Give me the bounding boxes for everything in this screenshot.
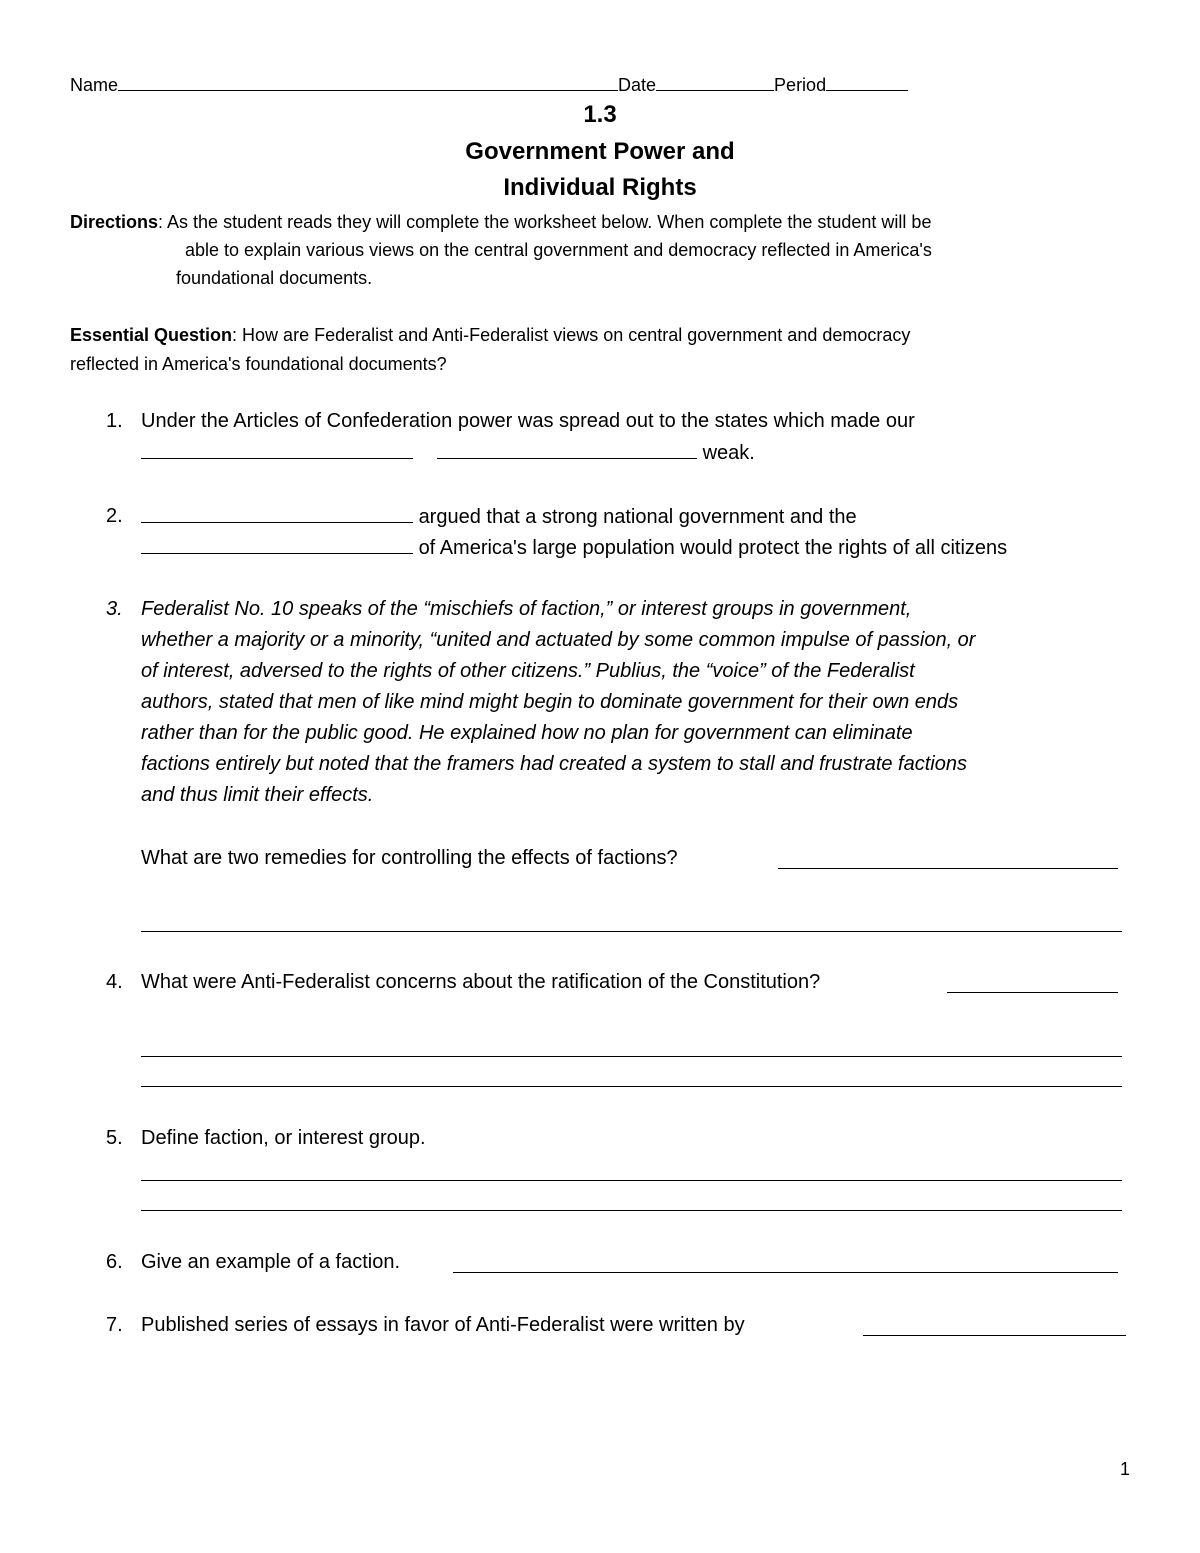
name-label: Name — [70, 75, 119, 95]
directions-line1 — [70, 210, 931, 234]
q1-text: Under the Articles of Confederation power was spread out to the states which made our — [141, 410, 915, 432]
q4-answer-blank-3[interactable] — [141, 1086, 1122, 1087]
q5-number: 5. — [106, 1127, 123, 1149]
q4-answer-blank-1[interactable] — [947, 992, 1118, 993]
essential-question-line1 — [70, 323, 910, 347]
q4-prompt: What were Anti-Federalist concerns about the ratification of the Constitution? — [141, 971, 821, 993]
directions-line3: foundational documents. — [176, 268, 373, 288]
q3-answer-blank-2[interactable] — [141, 931, 1122, 932]
q5-answer-blank-1[interactable] — [141, 1180, 1122, 1181]
q3-passage-line: factions entirely but noted that the framers had created a system to stall and frustrate factions — [141, 753, 967, 775]
directions-line2: able to explain various views on the central government and democracy reflected in America's — [185, 240, 932, 260]
q2-number: 2. — [106, 505, 123, 527]
q2-blank-1[interactable] — [141, 504, 413, 523]
essential-question-line2: reflected in America's foundational documents? — [70, 354, 447, 374]
q3-prompt: What are two remedies for controlling the effects of factions? — [141, 847, 678, 869]
q3-answer-blank-1[interactable] — [778, 868, 1118, 869]
q5-answer-blank-2[interactable] — [141, 1210, 1122, 1211]
q3-passage-line: of interest, adversed to the rights of other citizens.” Publius, the “voice” of the Federalist — [141, 660, 915, 682]
q2-line1 — [141, 504, 857, 529]
q3-passage-line: and thus limit their effects. — [141, 784, 374, 806]
q2-line1-tail: argued that a strong national government and the — [418, 506, 857, 528]
header-line — [70, 72, 908, 97]
name-blank[interactable] — [118, 72, 618, 91]
q1-tail: weak. — [702, 442, 755, 464]
date-label: Date — [618, 75, 657, 95]
q7-answer-blank[interactable] — [863, 1335, 1126, 1336]
q3-passage-line: Federalist No. 10 speaks of the “mischiefs of faction,” or interest groups in government, — [141, 598, 912, 620]
directions-label: Directions — [70, 212, 159, 232]
q7-number: 7. — [106, 1314, 123, 1336]
q3-passage-line: whether a majority or a minority, “united and actuated by some common impulse of passion, or — [141, 629, 976, 651]
period-label: Period — [774, 75, 827, 95]
date-blank[interactable] — [656, 72, 774, 91]
q4-answer-blank-2[interactable] — [141, 1056, 1122, 1057]
q6-answer-blank[interactable] — [453, 1272, 1118, 1273]
q1-blank-2[interactable] — [437, 440, 697, 459]
q5-prompt: Define faction, or interest group. — [141, 1127, 426, 1149]
q1-blank-1[interactable] — [141, 440, 413, 459]
q2-line2 — [141, 535, 1007, 560]
q6-prompt: Give an example of a faction. — [141, 1251, 401, 1273]
q3-passage-line: rather than for the public good. He explained how no plan for government can eliminate — [141, 722, 913, 744]
q3-passage-line: authors, stated that men of like mind might begin to dominate government for their own ends — [141, 691, 959, 713]
q1-answer-line — [141, 440, 755, 465]
worksheet-title-line1: Government Power and — [465, 138, 735, 165]
essential-question-label: Essential Question — [70, 325, 233, 345]
q1-number: 1. — [106, 410, 123, 432]
essential-question-text-1: : How are Federalist and Anti-Federalist views on central government and democracy — [232, 325, 911, 345]
worksheet-number: 1.3 — [583, 101, 617, 128]
worksheet-title-line2: Individual Rights — [503, 174, 697, 201]
q3-number: 3. — [106, 598, 123, 620]
q4-number: 4. — [106, 971, 123, 993]
page-number: 1 — [1120, 1459, 1131, 1479]
q2-blank-2[interactable] — [141, 535, 413, 554]
q7-prompt: Published series of essays in favor of Anti-Federalist were written by — [141, 1314, 745, 1336]
q6-number: 6. — [106, 1251, 123, 1273]
directions-text-1: : As the student reads they will complete the worksheet below. When complete the student will be — [158, 212, 932, 232]
period-blank[interactable] — [826, 72, 908, 91]
q2-line2-tail: of America's large population would protect the rights of all citizens — [418, 537, 1008, 559]
